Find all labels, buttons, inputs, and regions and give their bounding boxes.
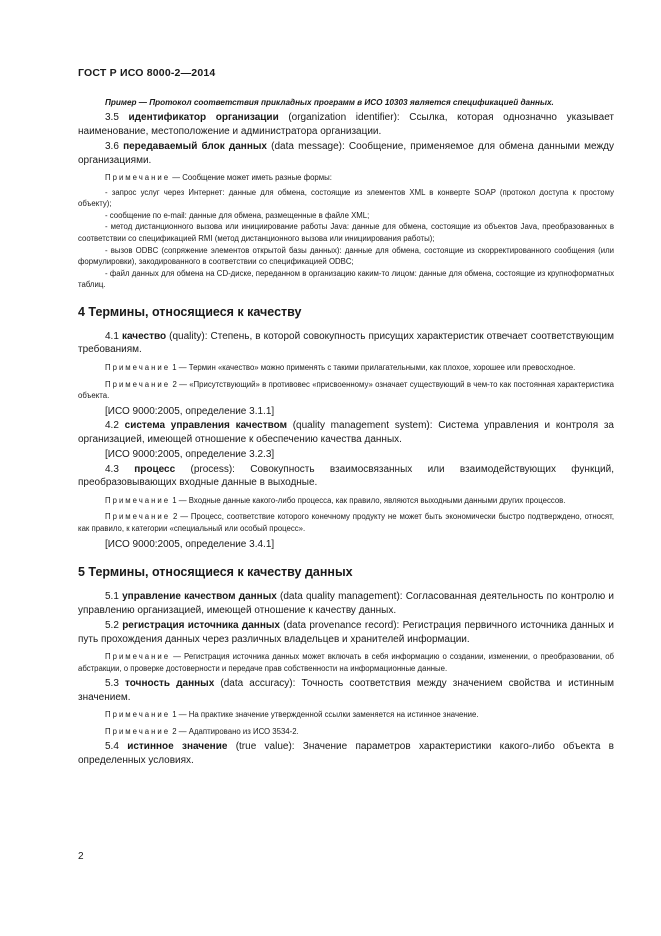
term-5-1: 5.1 управление качеством данных (data quality management): Согласованная деятельность по контролю и управлению организацией, имеющей отношение к качеству данных.: [78, 591, 614, 616]
term-4-3: 4.3 процесс (process): Совокупность взаимосвязанных или взаимодействующих функций, преобразовывающих входные данные в выходные.: [78, 463, 614, 489]
document-body: [78, 96, 614, 769]
note-list-item: - файл данных для обмена на CD-диске, переданном в организацию каким-то лицом: данные для обмена, состоящие из крупноформатных таблиц.: [78, 268, 614, 290]
term-4-2: 4.2 система управления качеством (quality management system): Система управления и контроля за организацией, имеющей отношение к обеспечению качества данных.: [78, 420, 614, 445]
reference-4-2: [ИСО 9000:2005, определение 3.2.3]: [105, 449, 275, 461]
example-paragraph: Пример — Протокол соответствия прикладных программ в ИСО 10303 является спецификацией данных.: [105, 98, 554, 107]
section-heading-5: 5 Термины, относящиеся к качеству данных: [78, 565, 353, 579]
note-5-3-2: Примечание 2 — Адаптировано из ИСО 3534-2.: [105, 726, 299, 736]
page-number: 2: [78, 851, 84, 862]
term-5-2: 5.2 регистрация источника данных (data provenance record): Регистрация первичного источника данных и путь прохождения данных через различных владельцев и хранителей информации.: [78, 620, 614, 645]
document-header: ГОСТ Р ИСО 8000-2—2014: [78, 67, 216, 79]
term-3-5: 3.5 идентификатор организации (organization identifier): Ссылка, которая однозначно указывает наименование, местоположение и администратора организации.: [78, 112, 615, 137]
note-5-2: Примечание — Регистрация источника данных может включать в себя информацию о создании, изменении, о преобразовании, об абстракции, о проверке достоверности и передаче прав собственности на информационные данные.: [78, 652, 614, 673]
note-list-item: - вызов ODBC (сопряжение элементов открытой базы данных): данные для обмена, состоящие из скорректированного сообщения (или формулировки), закодированного в соответствии со спецификацией ODBC;: [78, 245, 614, 267]
note-list-item: - сообщение по e-mail: данные для обмена, размещенные в файле XML;: [105, 210, 370, 220]
note-5-3-1: Примечание 1 — На практике значение утвержденной ссылки заменяется на истинное значение.: [105, 710, 479, 720]
reference-4-1: [ИСО 9000:2005, определение 3.1.1]: [105, 405, 275, 417]
section-heading-4: 4 Термины, относящиеся к качеству: [78, 304, 302, 319]
note-3-6: Примечание — Сообщение может иметь разные формы:: [105, 173, 332, 182]
note-4-3-1: Примечание 1 — Входные данные какого-либо процесса, как правило, являются выходными данными других процессов.: [105, 495, 566, 505]
note-list-item: - метод дистанционного вызова или инициирование работы Java: данные для обмена, состоящие из объектов Java, преобразованных в соответствии со спецификацией RMI (метод дистанционного вызова или инициирования работы);: [78, 222, 614, 243]
reference-4-3: [ИСО 9000:2005, определение 3.4.1]: [105, 538, 275, 550]
note-4-3-2: Примечание 2 — Процесс, соответствие которого конечному продукту не может быть экономически быстро подтверждено, относят, как правило, к категории «специальный или особый процесс».: [78, 512, 614, 533]
note-4-1-1: Примечание 1 — Термин «качество» можно применять с такими прилагательными, как плохое, хорошее или превосходное.: [105, 362, 576, 372]
term-5-4: 5.4 истинное значение (true value): Значение параметров характеристики какого-либо объекта в определенных условиях.: [78, 741, 614, 766]
note-4-1-2: Примечание 2 — «Присутствующий» в противовес «присвоенному» означает существующий в чем-то как постоянная характеристика объекта.: [78, 379, 614, 401]
note-list-item: - запрос услуг через Интернет: данные для обмена, состоящие из элементов XML в конверте SOAP (протокол доступа к простому объекту);: [78, 187, 614, 209]
term-4-1: 4.1 качество (quality): Степень, в которой совокупность присущих характеристик отвечает соответствующим требованиям.: [78, 330, 615, 356]
term-3-6: 3.6 передаваемый блок данных (data message): Сообщение, применяемое для обмена данными между организациями.: [78, 141, 614, 166]
term-5-3: 5.3 точность данных (data accuracy): Точность соответствия между значением свойства и истинным значением.: [78, 678, 614, 703]
